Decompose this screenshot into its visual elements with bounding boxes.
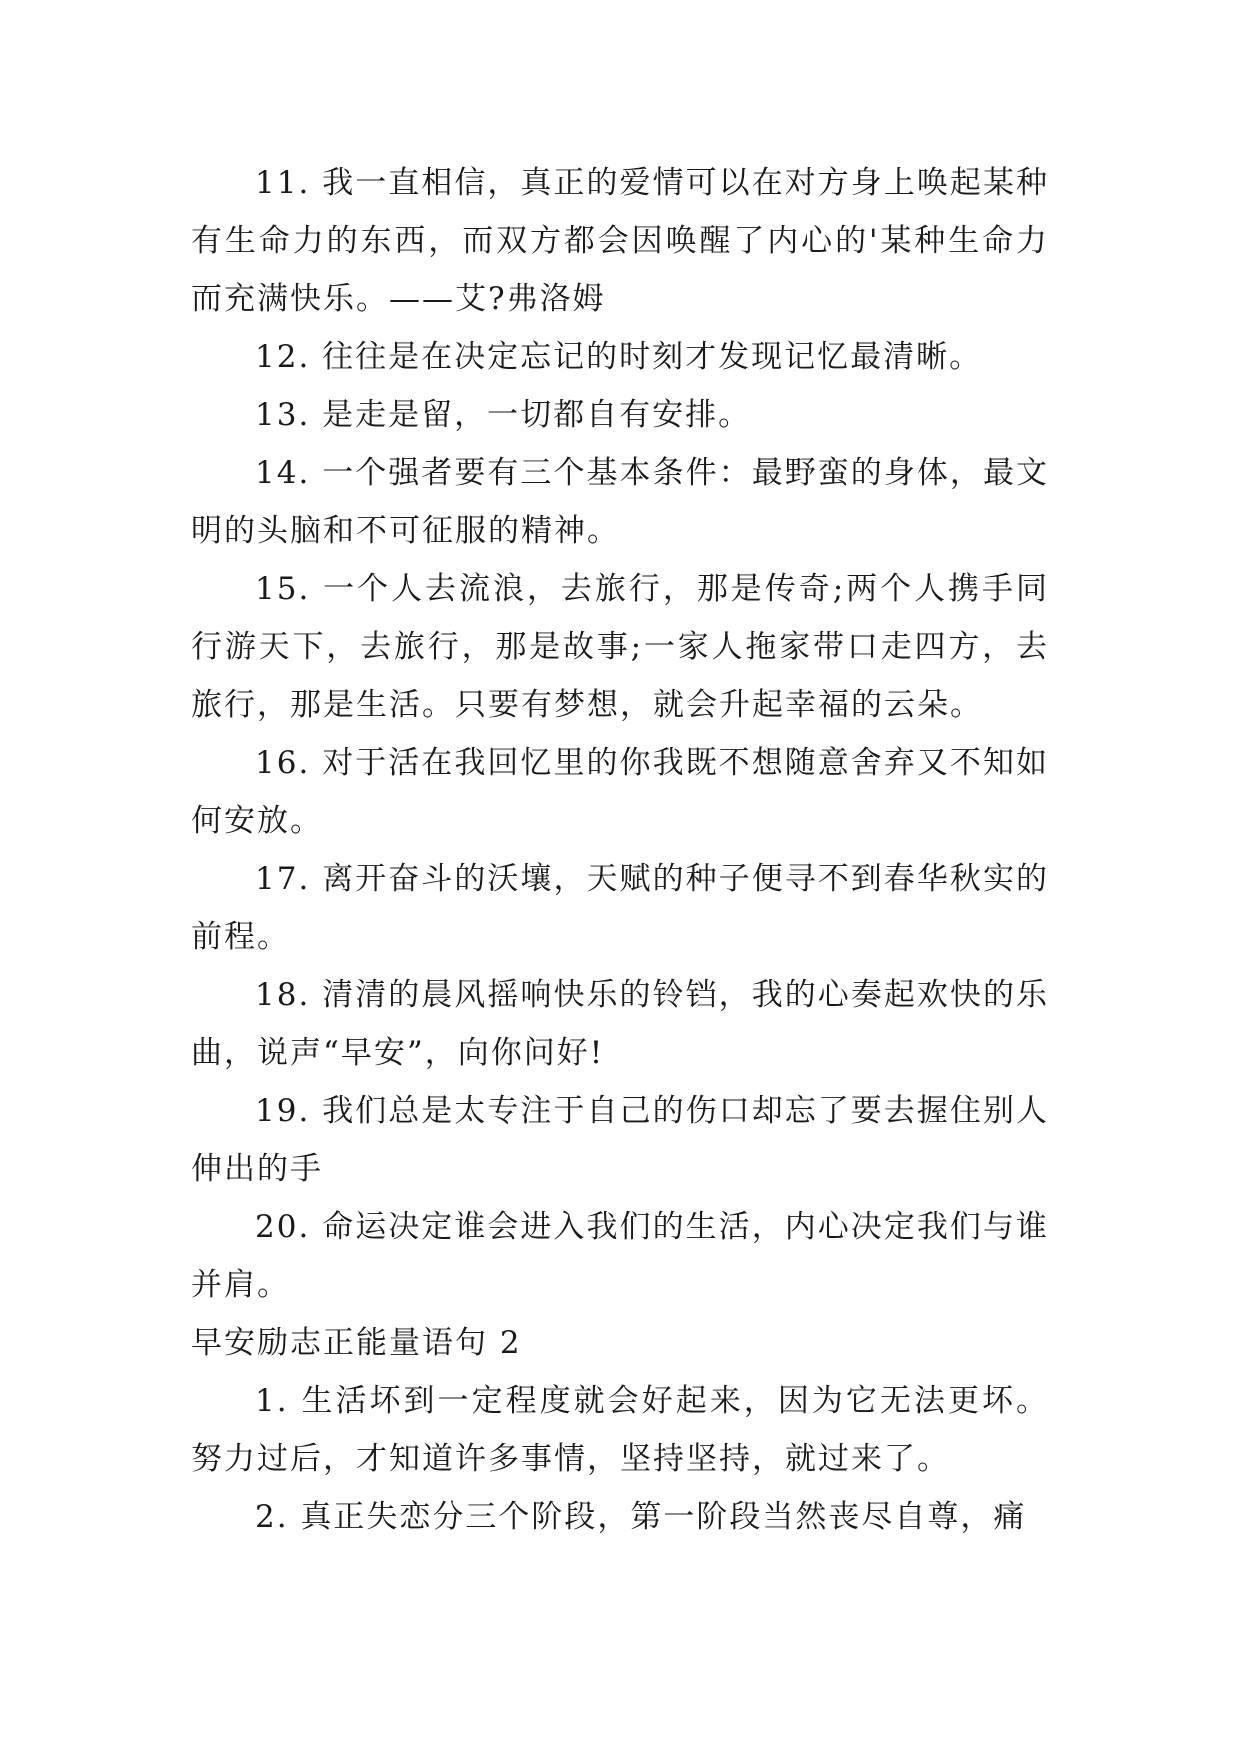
quote-paragraph-16: 16. 对于活在我回忆里的你我既不想随意舍弃又不知如何安放。 xyxy=(191,745,1049,839)
quote-paragraph-15: 15. 一个人去流浪，去旅行，那是传奇;两个人携手同行游天下，去旅行，那是故事;一家人拖家带口走四方，去旅行，那是生活。只要有梦想，就会升起幸福的云朵。 xyxy=(191,571,1049,723)
section-paragraph-2: 2. 真正失恋分三个阶段，第一阶段当然丧尽自尊，痛 xyxy=(255,1499,1027,1535)
quote-paragraph-11: 11. 我一直相信，真正的爱情可以在对方身上唤起某种有生命力的东西，而双方都会因唤醒了内心的'某种生命力而充满快乐。——艾?弗洛姆 xyxy=(191,165,1049,317)
quote-paragraph-18: 18. 清清的晨风摇响快乐的铃铛，我的心奏起欢快的乐曲，说声“早安”，向你问好! xyxy=(191,977,1049,1071)
document-body xyxy=(191,154,1049,1546)
quote-paragraph-17: 17. 离开奋斗的沃壤，天赋的种子便寻不到春华秋实的前程。 xyxy=(191,861,1049,955)
quote-paragraph-19: 19. 我们总是太专注于自己的伤口却忘了要去握住别人伸出的手 xyxy=(191,1093,1049,1187)
section-paragraph-1: 1. 生活坏到一定程度就会好起来，因为它无法更坏。努力过后，才知道许多事情，坚持坚持，就过来了。 xyxy=(191,1383,1049,1477)
section-heading: 早安励志正能量语句 2 xyxy=(191,1325,522,1361)
quote-paragraph-20: 20. 命运决定谁会进入我们的生活，内心决定我们与谁并肩。 xyxy=(191,1209,1049,1303)
quote-paragraph-12: 12. 往往是在决定忘记的时刻才发现记忆最清晰。 xyxy=(255,339,983,375)
quote-paragraph-13: 13. 是走是留，一切都自有安排。 xyxy=(255,397,752,433)
quote-paragraph-14: 14. 一个强者要有三个基本条件：最野蛮的身体，最文明的头脑和不可征服的精神。 xyxy=(191,455,1049,549)
